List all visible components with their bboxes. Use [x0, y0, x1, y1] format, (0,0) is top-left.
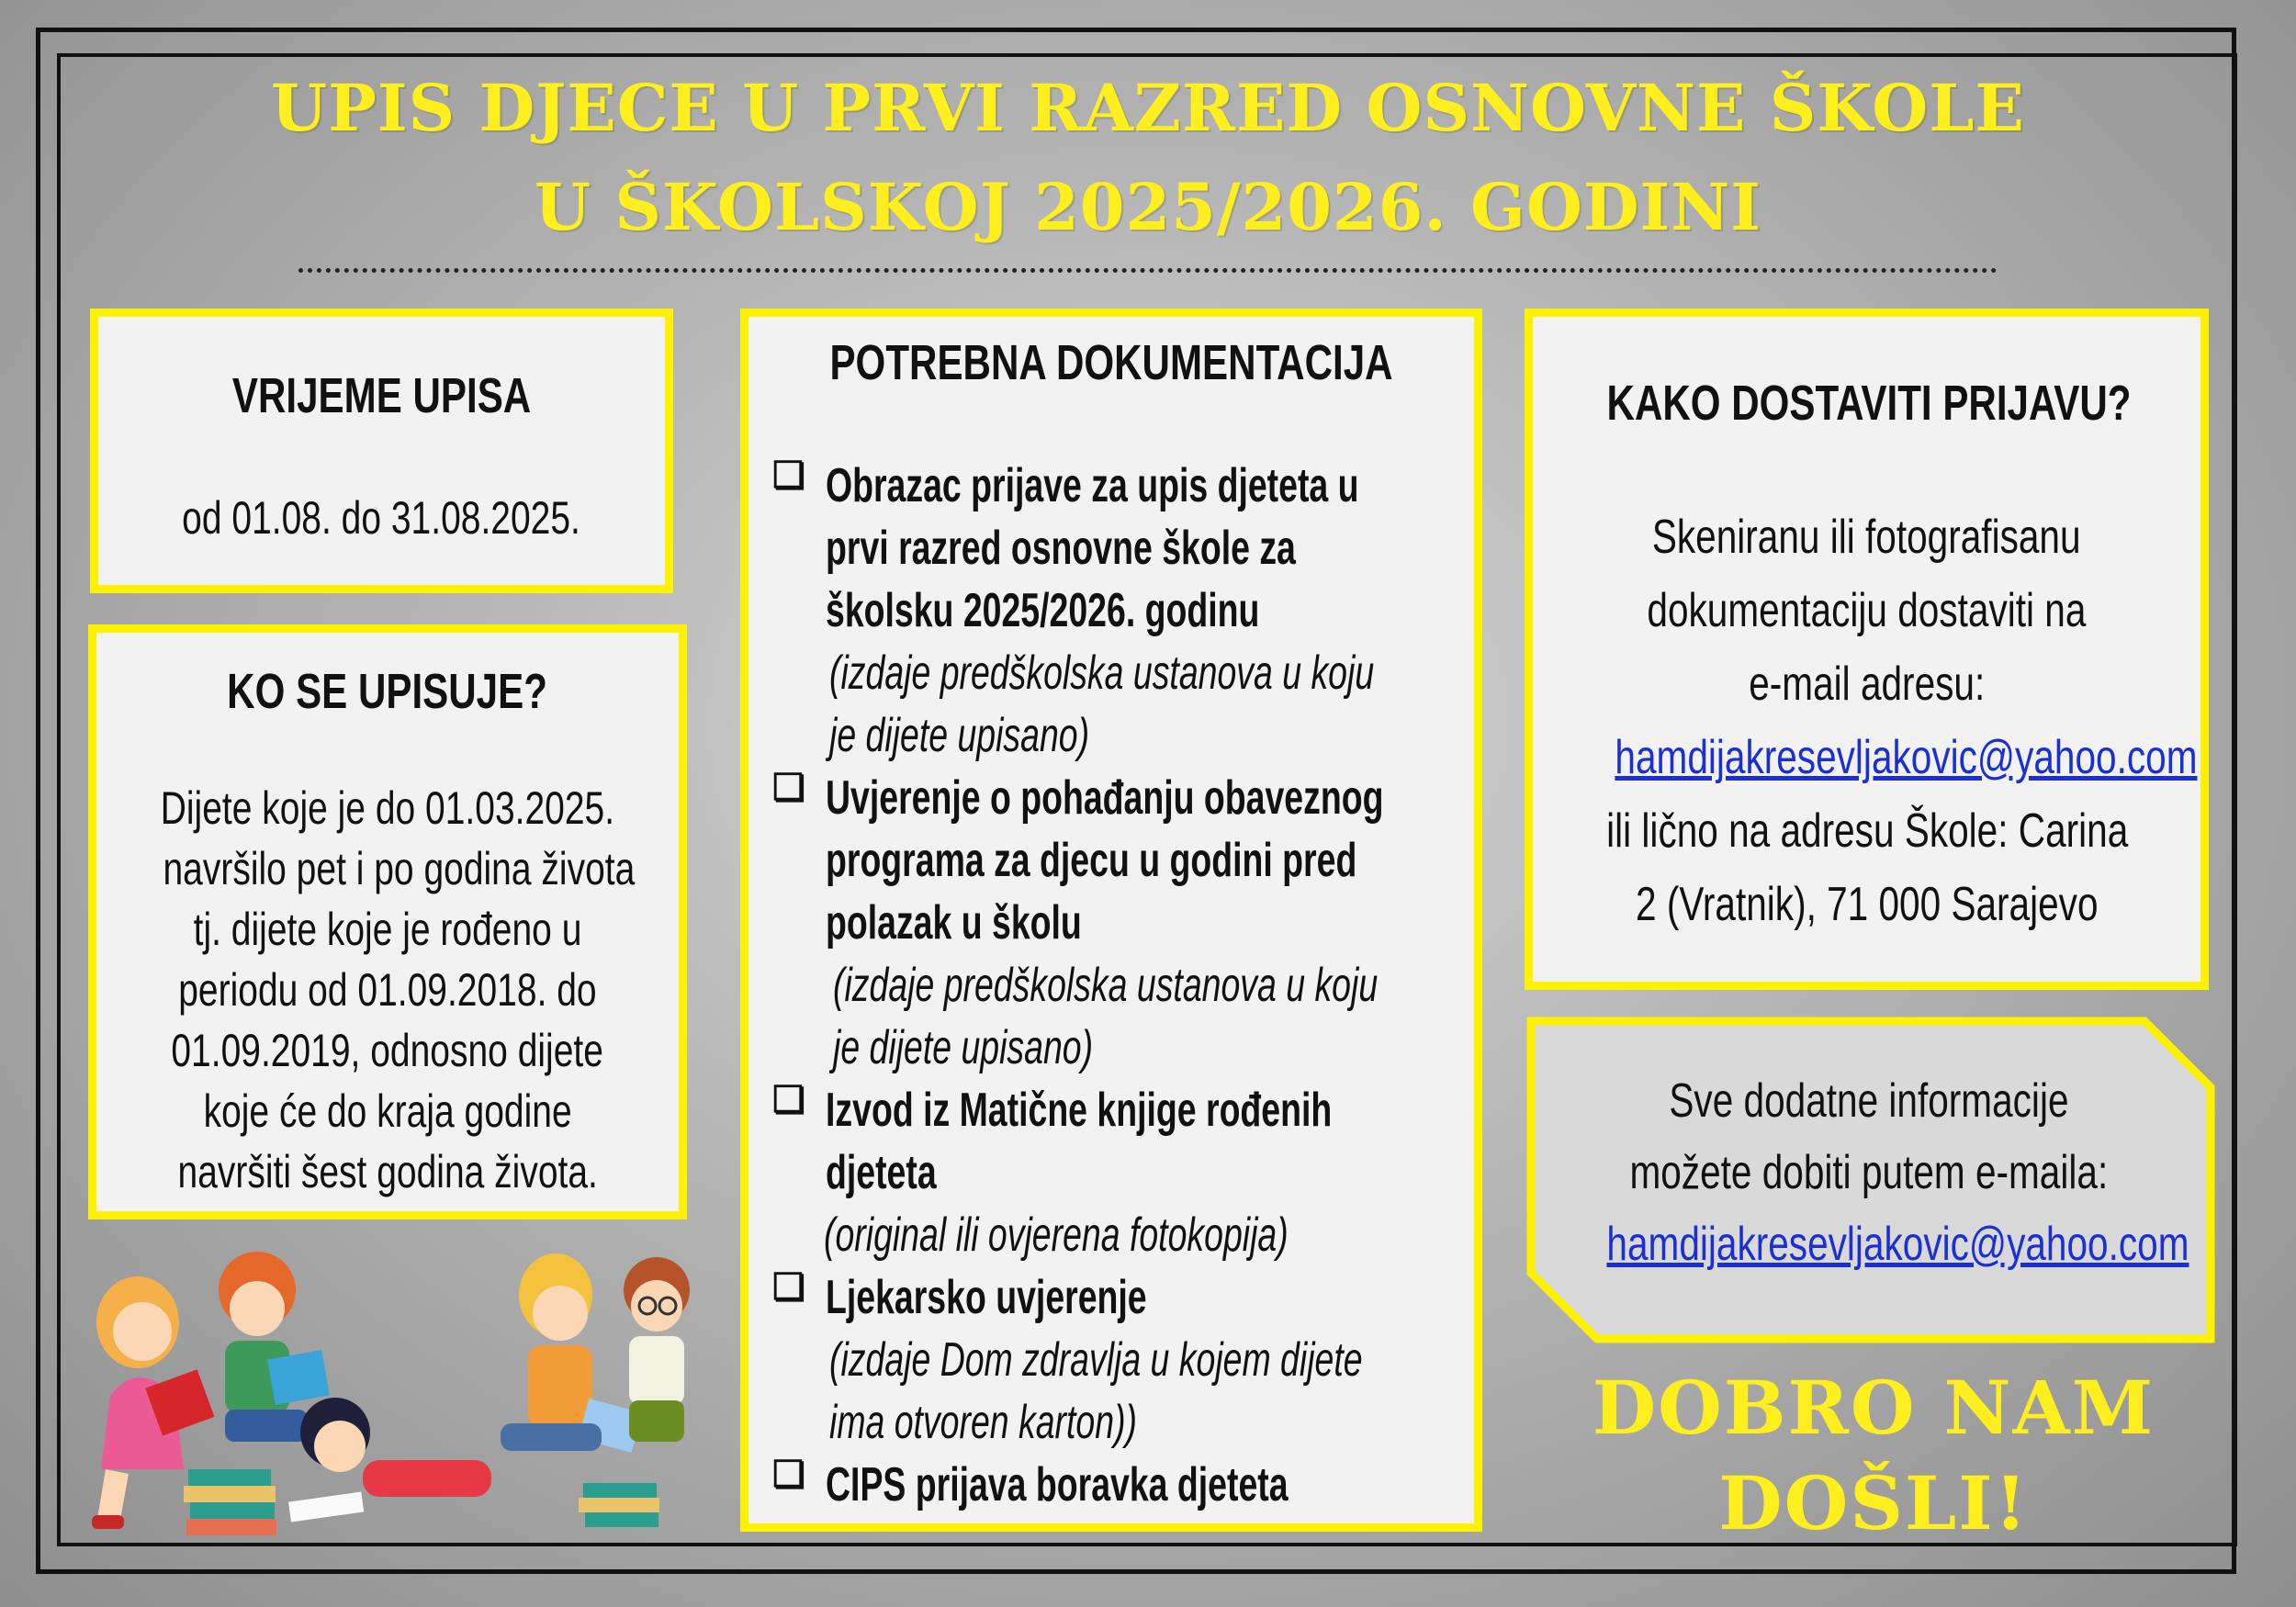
checkbox-bullet-icon: ❏ [772, 1080, 805, 1120]
page-title-line-2: U ŠKOLSKOJ 2025/2026. GODINI [535, 169, 1761, 245]
who-enrolls-box [88, 624, 687, 1219]
checkbox-bullet-icon: ❏ [772, 455, 805, 496]
email-link[interactable]: hamdijakresevljakovic@yahoo.com [1615, 731, 2198, 784]
boy-glasses-icon [624, 1257, 690, 1442]
welcome-line-1: DOBRO NAM [1592, 1365, 2155, 1451]
page-title-line-1: UPIS DJECE U PRVI RAZRED OSNOVNE ŠKOLE [271, 70, 2025, 146]
checkbox-bullet-icon: ❏ [772, 1267, 805, 1308]
required-docs-heading: POTREBNA DOKUMENTACIJA [829, 335, 1393, 390]
girl-laptop-icon [501, 1253, 642, 1453]
how-to-submit-heading: KAKO DOSTAVITI PRIJAVU? [1606, 376, 2132, 431]
info-text: Sve dodatne informacije možete dobiti putem e-maila: hamdijakresevljakovic@yahoo.com [1525, 1065, 2213, 1280]
how-to-submit-box [1525, 309, 2209, 990]
girl-lying-icon [288, 1398, 491, 1522]
enrollment-time-box [90, 309, 673, 593]
info-email-link[interactable]: hamdijakresevljakovic@yahoo.com [1606, 1218, 2189, 1271]
checkbox-bullet-icon: ❏ [772, 768, 805, 808]
kids-reading-illustration [69, 1240, 712, 1543]
who-enrolls-heading: KO SE UPISUJE? [227, 664, 548, 719]
enrollment-time-heading: VRIJEME UPISA [231, 368, 532, 423]
welcome-line-2: DOŠLI! [1718, 1460, 2029, 1546]
who-enrolls-text: Dijete koje je do 01.03.2025. navršilo pet i po godina života tj. dijete koje je rođeno u periodu od 01.09.2018. do 01.09.2019, odnosno dijete koje će do kraja godine navršiti šest godina života. [160, 782, 636, 1197]
checkbox-bullet-icon: ❏ [772, 1455, 805, 1495]
books-stack-icon [184, 1469, 276, 1535]
enrollment-time-text: od 01.08. do 31.08.2025. [182, 492, 581, 544]
required-docs-box: POTREBNA DOKUMENTACIJA ❏ Obrazac prijave za upis djeteta u prvi razred osnovne škole za školsku 2025/2026. godinu (izdaje predškolska ustanova u koju je dijete upisano) ❏ Uvjerenje o pohađanju obaveznog programa za djecu u godini pred polazak u školu (izdaje predškolska ustanova u koju je dijete upisano) ❏ Izvod iz Matične knjige rođenih djeteta (original ili ovjerena fotokopija) ❏ Ljekarsko uvjerenje (izdaje Dom zdravlja u kojem dijete ima otvoren karton)) ❏ CIPS prijava boravka djeteta [740, 309, 1482, 1532]
how-to-submit-text: Skeniranu ili fotografisanu dokumentaciju dostaviti na e-mail adresu: hamdijakresevljakovic@yahoo.com ili lično na adresu Škole: Carina 2 (Vratnik), 71 000 Sarajevo [1606, 511, 2198, 931]
dotted-divider [298, 268, 1998, 273]
books-stack-icon [579, 1483, 659, 1527]
